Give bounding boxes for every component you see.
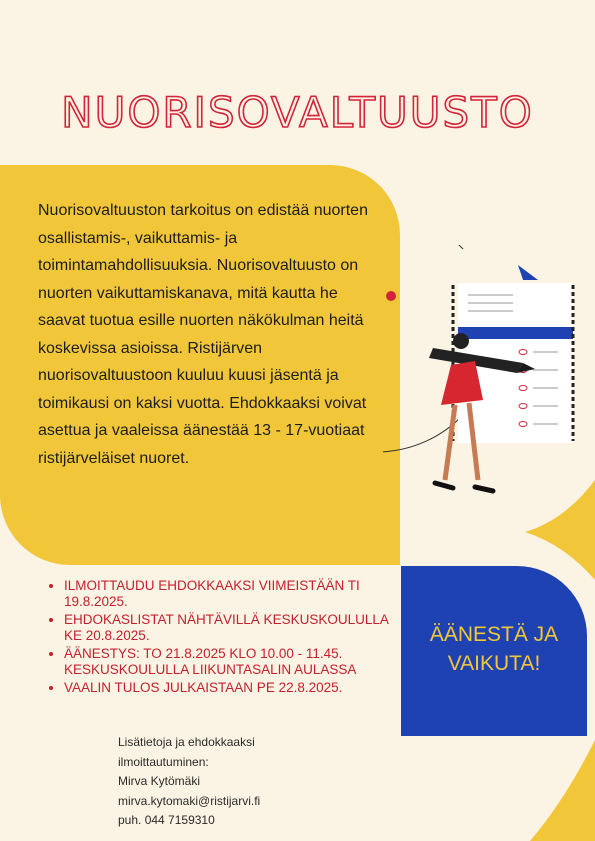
page-title: NUORISOVALTUUSTO	[61, 88, 534, 137]
contact-name: Mirva Kytömäki	[118, 774, 201, 788]
bullet-item: • EHDOKASLISTAT NÄHTÄVILLÄ KESKUSKOULULLA KE 20.8.2025.	[64, 612, 409, 644]
slogan-line-2: VAIKUTA!	[447, 652, 541, 675]
event-bullet-list	[48, 578, 409, 698]
slogan-line-1: ÄÄNESTÄ JA	[429, 623, 559, 646]
yellow-wedge-shape	[525, 480, 595, 580]
contact-line-2: ilmoittautuminen:	[118, 754, 209, 769]
contact-phone: puh. 044 7159310	[118, 813, 215, 827]
slogan-text	[401, 620, 587, 678]
bullet-item: • ÄÄNESTYS: TO 21.8.2025 KLO 10.00 - 11.45. KESKUSKOULULLA LIIKUNTASALIN AULASSA	[64, 646, 409, 678]
yellow-corner-shape	[530, 740, 595, 841]
contact-info	[118, 733, 378, 831]
bullet-item: • ILMOITTAUDU EHDOKKAAKSI VIIMEISTÄÄN TI 19.8.2025.	[64, 578, 409, 610]
voter-illustration	[383, 245, 583, 515]
intro-text: Nuorisovaltuuston tarkoitus on edistää nuorten osallistamis-, vaikuttamis- ja toimintamahdollisuuksia. Nuorisovaltuusto on nuorten vaikuttamiskanava, mitä kautta he saavat tuotua esille nuorten näkökulman heitä koskevissa asioissa. Ristijärven nuorisovaltuustoon kuuluu kuusi jäsentä ja toimikausi on kaksi vuotta. Ehdokkaaksi voivat asettua ja vaaleissa äänestää 13 - 17-vuotiaat ristijärveläiset nuoret.	[38, 202, 368, 467]
contact-line-1: Lisätietoja ja ehdokkaaksi	[118, 735, 255, 749]
contact-email: mirva.kytomaki@ristijarvi.fi	[118, 793, 261, 808]
bullet-item: • VAALIN TULOS JULKAISTAAN PE 22.8.2025.	[64, 680, 409, 696]
